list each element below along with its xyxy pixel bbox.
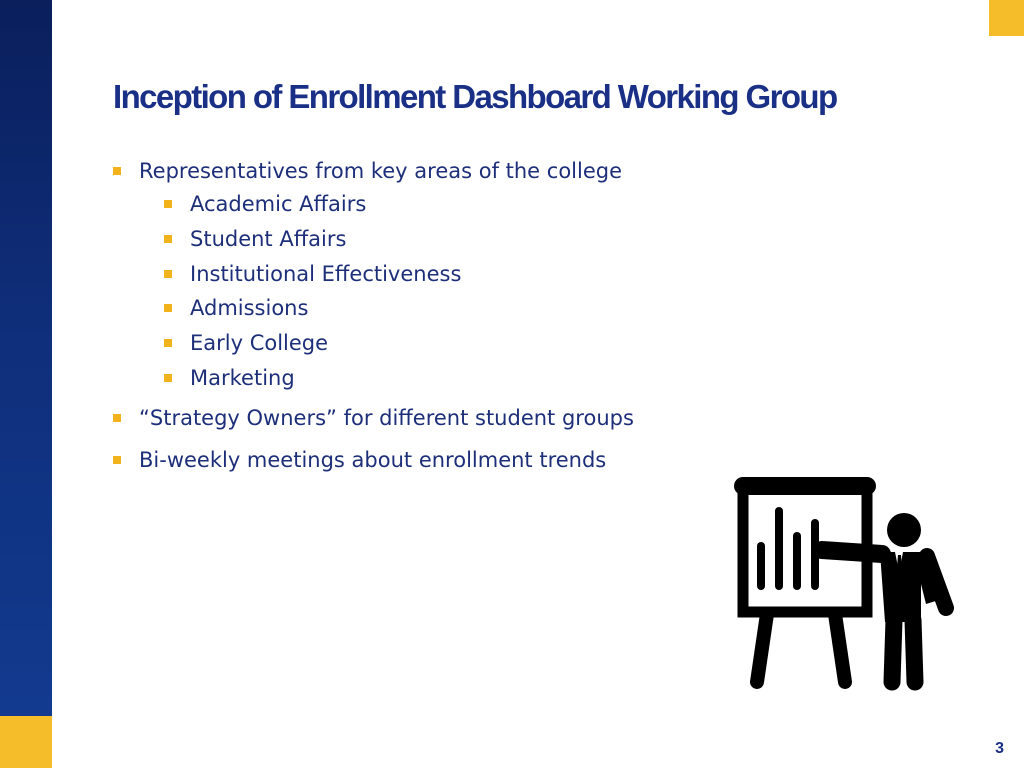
bullet-text: Representatives from key areas of the college: [139, 159, 623, 183]
bottom-left-gold-block: [0, 716, 52, 768]
bullet-item: [113, 403, 733, 434]
bullet-square-icon: [113, 167, 121, 175]
slide-title: Inception of Enrollment Dashboard Working Group: [113, 78, 837, 115]
bullet-square-icon: [164, 235, 172, 243]
bullet-item: [113, 445, 733, 476]
bullet-square-icon: [164, 270, 172, 278]
sub-bullet-item: [164, 326, 733, 361]
bullet-square-icon: [164, 339, 172, 347]
bullet-text: Bi-weekly meetings about enrollment trends: [139, 447, 607, 472]
sub-bullet-text: Admissions: [190, 296, 309, 321]
sub-bullet-item: [164, 361, 733, 396]
left-sidebar-bar: [0, 0, 52, 716]
sub-bullet-text: Student Affairs: [190, 226, 347, 251]
bullet-square-icon: [113, 414, 121, 422]
bullet-square-icon: [113, 456, 121, 464]
sub-bullet-text: Early College: [190, 331, 329, 356]
bullet-square-icon: [164, 304, 172, 312]
sub-bullet-text: Academic Affairs: [190, 192, 367, 216]
bullet-list: [113, 156, 733, 476]
bullet-square-icon: [164, 374, 172, 382]
bullet-square-icon: [164, 200, 172, 208]
sub-bullet-item: [164, 222, 733, 257]
sub-bullet-text: Marketing: [190, 365, 295, 390]
slide-content: [113, 156, 733, 487]
sub-bullet-list: [164, 187, 733, 396]
sub-bullet-text: Institutional Effectiveness: [190, 261, 462, 286]
sub-bullet-item: [164, 187, 733, 222]
sub-bullet-item: [164, 291, 733, 326]
sub-bullet-item: [164, 257, 733, 292]
page-number: 3: [995, 740, 1004, 757]
bullet-item: [113, 156, 733, 396]
top-right-gold-block: [989, 0, 1024, 36]
bullet-text: “Strategy Owners” for different student groups: [139, 405, 634, 430]
presenter-with-chart-board-icon: [732, 472, 956, 694]
